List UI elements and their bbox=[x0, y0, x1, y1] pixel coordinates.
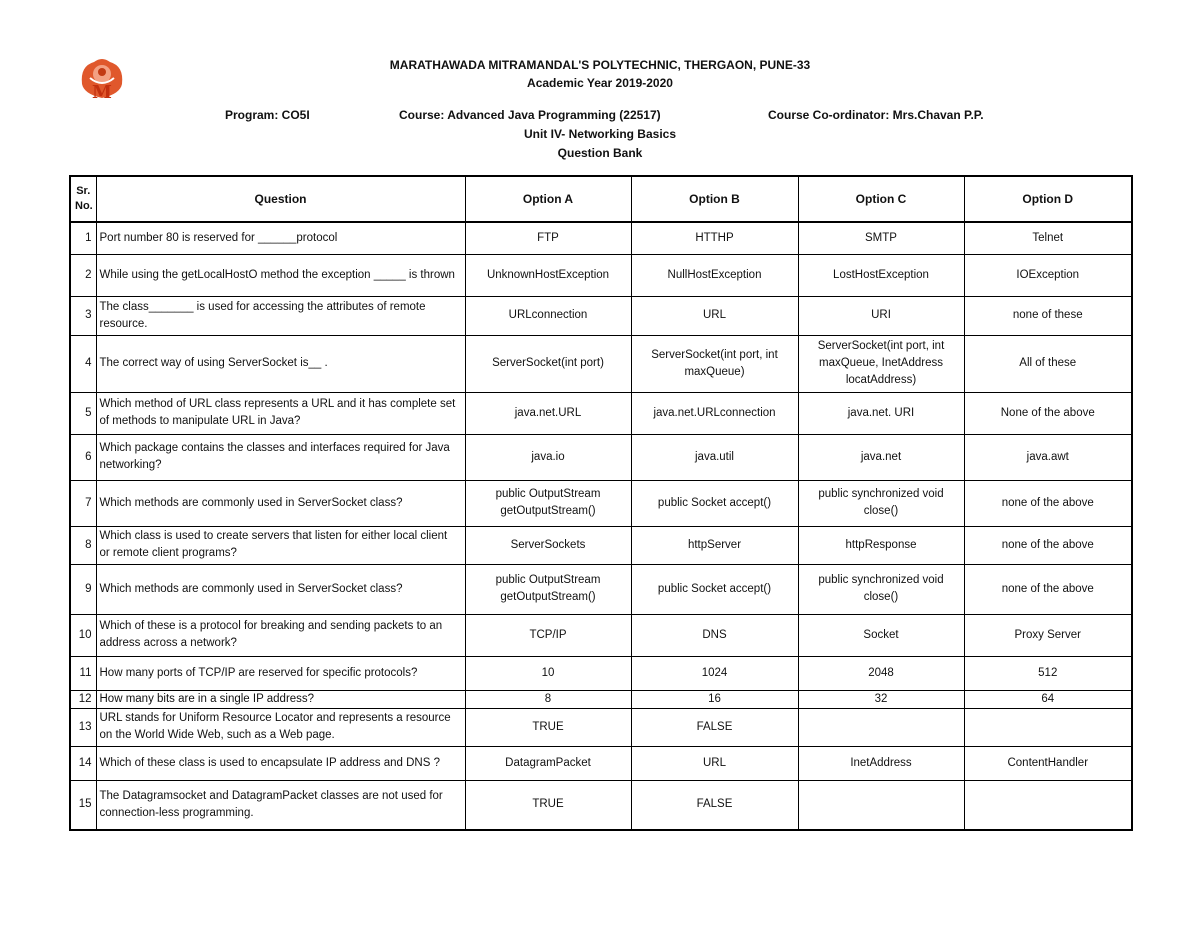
table-row bbox=[70, 656, 1132, 690]
option-d-cell: Telnet bbox=[964, 222, 1132, 254]
option-a-cell: java.net.URL bbox=[465, 392, 631, 434]
option-c-cell: java.net bbox=[798, 434, 964, 480]
institute-name: MARATHAWADA MITRAMANDAL'S POLYTECHNIC, THERGAON, PUNE-33 bbox=[389, 58, 811, 72]
row-number: 15 bbox=[70, 780, 96, 830]
option-d-cell: IOException bbox=[964, 254, 1132, 296]
option-c-cell bbox=[798, 780, 964, 830]
option-a-cell: 8 bbox=[465, 690, 631, 708]
option-c-cell bbox=[798, 708, 964, 746]
option-b-cell: URL bbox=[631, 296, 798, 335]
option-a-cell: 10 bbox=[465, 656, 631, 690]
option-b-cell: 16 bbox=[631, 690, 798, 708]
row-number: 14 bbox=[70, 746, 96, 780]
option-b-cell: public Socket accept() bbox=[631, 480, 798, 526]
option-a-cell: FTP bbox=[465, 222, 631, 254]
table-row bbox=[70, 254, 1132, 296]
row-number: 8 bbox=[70, 526, 96, 564]
table-row bbox=[70, 335, 1132, 392]
row-number: 12 bbox=[70, 690, 96, 708]
row-number: 11 bbox=[70, 656, 96, 690]
option-a-cell: TRUE bbox=[465, 708, 631, 746]
option-b-cell: public Socket accept() bbox=[631, 564, 798, 614]
column-header: Option D bbox=[964, 176, 1132, 222]
unit-title: Unit IV- Networking Basics bbox=[523, 127, 677, 141]
option-a-cell: UnknownHostException bbox=[465, 254, 631, 296]
question-cell: URL stands for Uniform Resource Locator and represents a resource on the World Wide Web, such as a Web page. bbox=[96, 708, 465, 746]
question-cell: Which methods are commonly used in ServerSocket class? bbox=[96, 480, 465, 526]
option-d-cell: 512 bbox=[964, 656, 1132, 690]
option-b-cell: HTTHP bbox=[631, 222, 798, 254]
row-number: 13 bbox=[70, 708, 96, 746]
column-header: Option A bbox=[465, 176, 631, 222]
option-a-cell: public OutputStream getOutputStream() bbox=[465, 564, 631, 614]
table-row bbox=[70, 614, 1132, 656]
question-bank-table bbox=[69, 175, 1133, 831]
program-label: Program: CO5I bbox=[225, 108, 310, 122]
option-b-cell: FALSE bbox=[631, 708, 798, 746]
option-b-cell: 1024 bbox=[631, 656, 798, 690]
question-cell: Which method of URL class represents a URL and it has complete set of methods to manipulate URL in Java? bbox=[96, 392, 465, 434]
option-c-cell: public synchronized void close() bbox=[798, 564, 964, 614]
option-b-cell: java.util bbox=[631, 434, 798, 480]
option-a-cell: public OutputStream getOutputStream() bbox=[465, 480, 631, 526]
table-row bbox=[70, 296, 1132, 335]
logo-letter: M bbox=[92, 82, 112, 102]
option-d-cell: 64 bbox=[964, 690, 1132, 708]
academic-year: Academic Year 2019-2020 bbox=[527, 76, 673, 90]
option-a-cell: ServerSocket(int port) bbox=[465, 335, 631, 392]
question-cell: How many bits are in a single IP address? bbox=[96, 690, 465, 708]
option-d-cell: All of these bbox=[964, 335, 1132, 392]
row-number: 3 bbox=[70, 296, 96, 335]
option-b-cell: DNS bbox=[631, 614, 798, 656]
row-number: 2 bbox=[70, 254, 96, 296]
table-row bbox=[70, 392, 1132, 434]
option-d-cell: java.awt bbox=[964, 434, 1132, 480]
row-number: 4 bbox=[70, 335, 96, 392]
option-a-cell: java.io bbox=[465, 434, 631, 480]
table-row bbox=[70, 690, 1132, 708]
column-header: Sr. No. bbox=[70, 176, 96, 222]
option-b-cell: java.net.URLconnection bbox=[631, 392, 798, 434]
option-c-cell: URI bbox=[798, 296, 964, 335]
option-a-cell: DatagramPacket bbox=[465, 746, 631, 780]
option-b-cell: ServerSocket(int port, int maxQueue) bbox=[631, 335, 798, 392]
table-header-row bbox=[70, 176, 1132, 222]
option-c-cell: java.net. URI bbox=[798, 392, 964, 434]
option-a-cell: TRUE bbox=[465, 780, 631, 830]
document-title: Question Bank bbox=[557, 146, 643, 160]
option-c-cell: ServerSocket(int port, int maxQueue, InetAddress locatAddress) bbox=[798, 335, 964, 392]
coordinator-label: Course Co-ordinator: Mrs.Chavan P.P. bbox=[768, 108, 984, 122]
option-c-cell: InetAddress bbox=[798, 746, 964, 780]
table-row bbox=[70, 434, 1132, 480]
option-a-cell: URLconnection bbox=[465, 296, 631, 335]
option-b-cell: URL bbox=[631, 746, 798, 780]
column-header: Option C bbox=[798, 176, 964, 222]
option-c-cell: 2048 bbox=[798, 656, 964, 690]
option-c-cell: SMTP bbox=[798, 222, 964, 254]
option-c-cell: public synchronized void close() bbox=[798, 480, 964, 526]
row-number: 7 bbox=[70, 480, 96, 526]
question-cell: Which of these is a protocol for breaking and sending packets to an address across a network? bbox=[96, 614, 465, 656]
option-d-cell: none of the above bbox=[964, 526, 1132, 564]
question-cell: The class_______ is used for accessing the attributes of remote resource. bbox=[96, 296, 465, 335]
option-a-cell: ServerSockets bbox=[465, 526, 631, 564]
question-cell: Which class is used to create servers that listen for either local client or remote client programs? bbox=[96, 526, 465, 564]
option-c-cell: httpResponse bbox=[798, 526, 964, 564]
option-d-cell: none of the above bbox=[964, 480, 1132, 526]
question-cell: How many ports of TCP/IP are reserved for specific protocols? bbox=[96, 656, 465, 690]
row-number: 6 bbox=[70, 434, 96, 480]
option-b-cell: NullHostException bbox=[631, 254, 798, 296]
option-c-cell: LostHostException bbox=[798, 254, 964, 296]
option-b-cell: FALSE bbox=[631, 780, 798, 830]
table-row bbox=[70, 780, 1132, 830]
column-header: Option B bbox=[631, 176, 798, 222]
option-d-cell bbox=[964, 780, 1132, 830]
row-number: 5 bbox=[70, 392, 96, 434]
question-cell: Which methods are commonly used in ServerSocket class? bbox=[96, 564, 465, 614]
table-row bbox=[70, 708, 1132, 746]
question-cell: Port number 80 is reserved for ______protocol bbox=[96, 222, 465, 254]
column-header: Question bbox=[96, 176, 465, 222]
table-row bbox=[70, 480, 1132, 526]
question-cell: Which of these class is used to encapsulate IP address and DNS ? bbox=[96, 746, 465, 780]
option-d-cell: none of these bbox=[964, 296, 1132, 335]
row-number: 9 bbox=[70, 564, 96, 614]
course-label: Course: Advanced Java Programming (22517) bbox=[399, 108, 661, 122]
row-number: 1 bbox=[70, 222, 96, 254]
option-c-cell: Socket bbox=[798, 614, 964, 656]
option-a-cell: TCP/IP bbox=[465, 614, 631, 656]
table-row bbox=[70, 222, 1132, 254]
table-row bbox=[70, 746, 1132, 780]
option-b-cell: httpServer bbox=[631, 526, 798, 564]
question-cell: The Datagramsocket and DatagramPacket classes are not used for connection-less programming. bbox=[96, 780, 465, 830]
option-d-cell bbox=[964, 708, 1132, 746]
option-d-cell: None of the above bbox=[964, 392, 1132, 434]
table-row bbox=[70, 526, 1132, 564]
option-d-cell: none of the above bbox=[964, 564, 1132, 614]
question-cell: The correct way of using ServerSocket is__ . bbox=[96, 335, 465, 392]
question-cell: Which package contains the classes and interfaces required for Java networking? bbox=[96, 434, 465, 480]
row-number: 10 bbox=[70, 614, 96, 656]
option-d-cell: Proxy Server bbox=[964, 614, 1132, 656]
question-cell: While using the getLocalHostO method the exception _____ is thrown bbox=[96, 254, 465, 296]
option-c-cell: 32 bbox=[798, 690, 964, 708]
table-row bbox=[70, 564, 1132, 614]
option-d-cell: ContentHandler bbox=[964, 746, 1132, 780]
